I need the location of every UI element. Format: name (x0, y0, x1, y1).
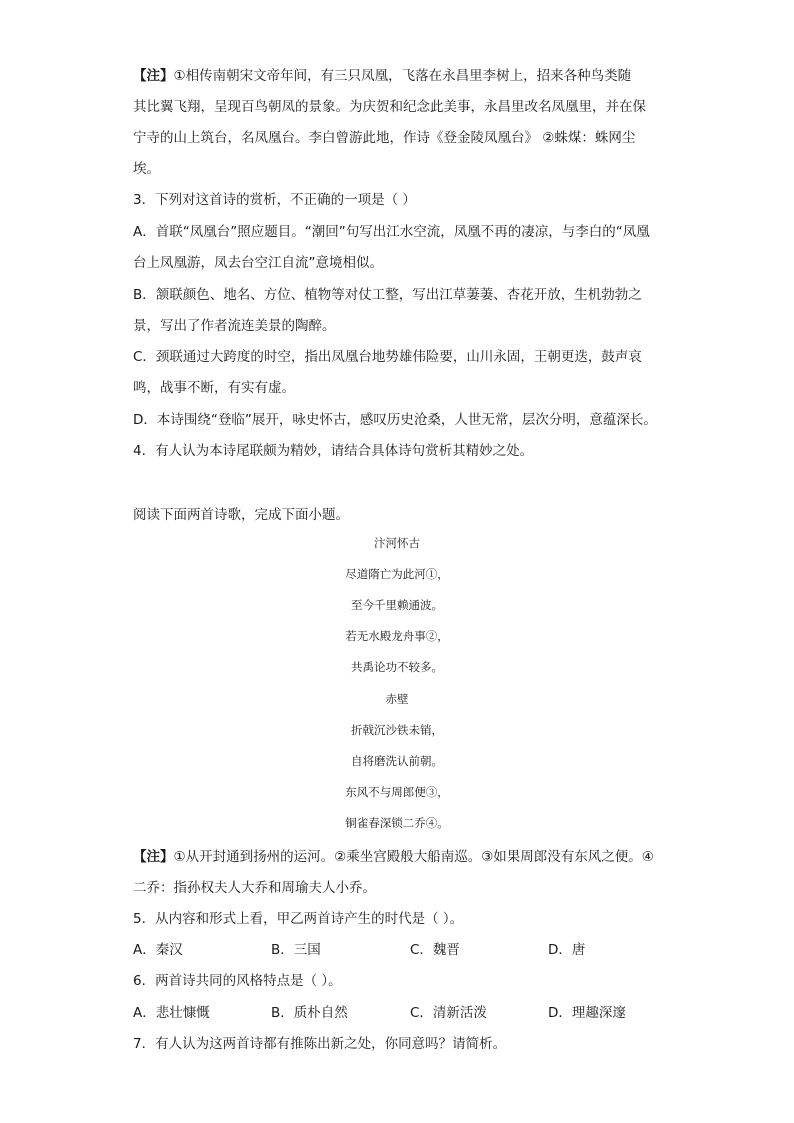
q6-option-c: C．清新活泼 (410, 1005, 487, 1021)
q3-stem: 3．下列对这首诗的赏析，不正确的一项是（ ） (133, 192, 416, 208)
poem1-line: 共禹论功不较多。 (351, 660, 443, 674)
q5-option-d: D．唐 (548, 942, 586, 958)
q3-option-a-line-2: 台上凤凰游，凤去台空江自流”意境相似。 (133, 255, 383, 271)
q6-stem: 6．两首诗共同的风格特点是（ ）。 (133, 973, 342, 989)
note1-line-4: 埃。 (133, 161, 160, 177)
poem2-line: 东风不与周郎便③， (345, 785, 449, 799)
note2-line-2: 二乔：指孙权夫人大乔和周瑜夫人小乔。 (133, 880, 376, 896)
note1-line-3: 宁寺的山上筑台，名凤凰台。李白曾游此地，作诗《登金陵凤凰台》 ②蛛煤：蛛网尘 (133, 130, 636, 146)
poem2-title: 赤壁 (385, 692, 409, 706)
q5-option-c: C．魏晋 (410, 942, 460, 958)
poem2-line: 铜雀春深锁二乔④。 (345, 816, 449, 830)
poem2-line: 折戟沉沙铁未销， (351, 723, 443, 737)
q5-option-a: A．秦汉 (133, 942, 183, 958)
note1-line-1: 【注】①相传南朝宋文帝年间，有三只凤凰，飞落在永昌里李树上，招来各种鸟类随 (133, 68, 632, 84)
q5-stem: 5．从内容和形式上看，甲乙两首诗产生的时代是（ ）。 (133, 911, 464, 927)
q3-option-b-line-1: B．颔联颜色、地名、方位、植物等对仗工整，写出江草萋萋、杏花开放，生机勃勃之 (133, 287, 642, 303)
q6-option-a: A．悲壮慷慨 (133, 1005, 210, 1021)
q3-option-c-line-1: C．颈联通过大跨度的时空，指出凤凰台地势雄伟险要，山川永固，王朝更迭，鼓声哀 (133, 349, 642, 365)
note-tag: 【注】 (133, 68, 174, 84)
q6-option-b: B．质朴自然 (271, 1005, 348, 1021)
poem1-title: 汴河怀古 (374, 536, 420, 550)
q3-option-b-line-2: 景，写出了作者流连美景的陶醉。 (133, 318, 336, 334)
note1-line-2: 其比翼飞翔，呈现百鸟朝凤的景象。为庆贺和纪念此美事，永昌里改名凤凰里，并在保 (133, 99, 646, 115)
poem2-line: 自将磨洗认前朝。 (351, 754, 443, 768)
q3-option-d: D．本诗围绕“登临”展开，咏史怀古，感叹历史沧桑，人世无常，层次分明，意蕴深长。 (133, 412, 657, 428)
poem1-line: 至今千里赖通波。 (351, 598, 443, 612)
note-tag: 【注】 (133, 849, 174, 865)
q7-stem: 7．有人认为这两首诗都有推陈出新之处，你同意吗？请简析。 (133, 1036, 507, 1052)
q4-stem: 4．有人认为本诗尾联颇为精妙，请结合具体诗句赏析其精妙之处。 (133, 443, 534, 459)
q3-option-a-line-1: A．首联“凤凰台”照应题目。“潮回”句写出江水空流，凤凰不再的凄凉，与李白的“凤凰 (133, 224, 650, 240)
q5-option-b: B．三国 (271, 942, 321, 958)
section-intro: 阅读下面两首诗歌，完成下面小题。 (133, 507, 349, 523)
q3-option-c-line-2: 鸣，战事不断，有实有虚。 (133, 380, 295, 396)
note2-line-1: 【注】①从开封通到扬州的运河。②乘坐宫殿般大船南巡。③如果周郎没有东风之便。④ (133, 849, 654, 865)
poem1-line: 尽道隋亡为此河①， (345, 567, 449, 581)
poem1-line: 若无水殿龙舟事②， (345, 629, 449, 643)
q6-option-d: D．理趣深邃 (548, 1005, 626, 1021)
